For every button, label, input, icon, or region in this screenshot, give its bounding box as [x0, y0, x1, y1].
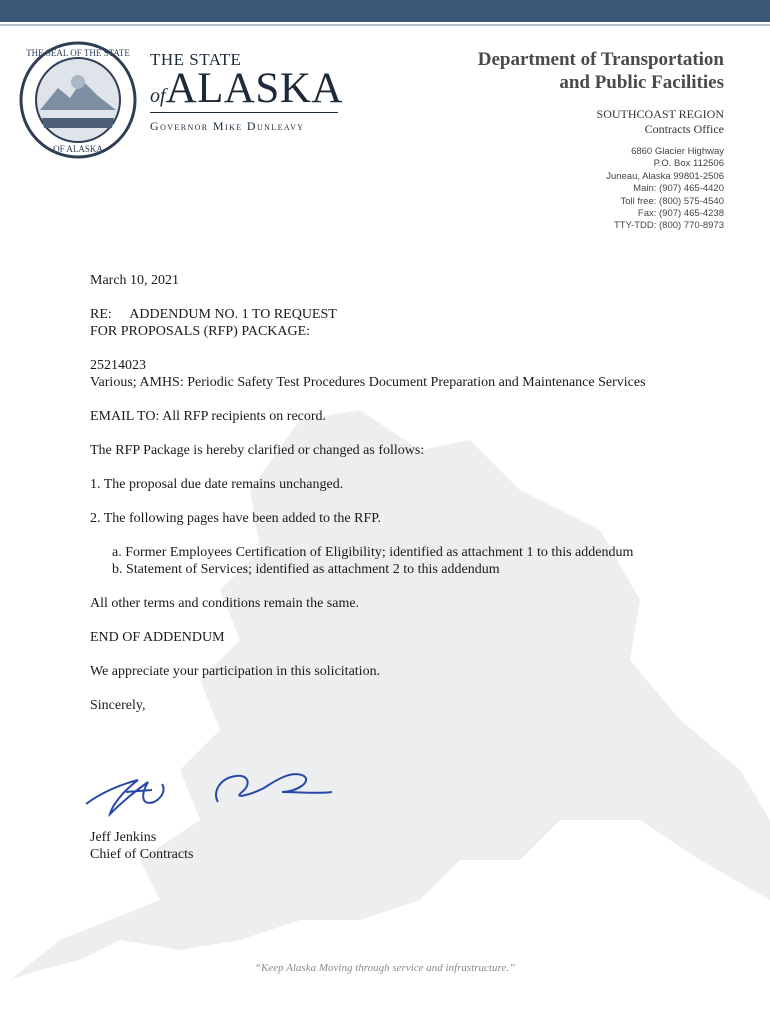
footer-slogan: “Keep Alaska Moving through service and infrastructure.”: [254, 962, 516, 974]
signer-name: Jeff Jenkins: [90, 830, 157, 845]
signer-block: [90, 829, 193, 863]
email-to: EMAIL TO: All RFP recipients on record.: [90, 409, 327, 424]
governor-name: Governor Mike Dunleavy: [150, 119, 305, 133]
department-line-1: Department of Transportation: [477, 49, 724, 70]
phone-tty: TTY-TDD: (800) 770-8973: [613, 220, 724, 232]
seal-text-top: THE SEAL OF THE STATE: [26, 48, 130, 58]
end-of-addendum: END OF ADDENDUM: [90, 630, 225, 645]
phone-toll-free: Toll free: (800) 575-4540: [620, 195, 724, 207]
address-po-box: P.O. Box 112506: [653, 158, 724, 170]
item-2: 2. The following pages have been added to the RFP.: [90, 511, 381, 526]
item-1: 1. The proposal due date remains unchanged.: [90, 477, 344, 492]
department-title: [478, 48, 724, 94]
closing: Sincerely,: [90, 698, 146, 713]
intro-text: The RFP Package is hereby clarified or changed as follows:: [90, 443, 425, 458]
sub-list: [112, 544, 710, 578]
region-name: SOUTHCOAST REGION: [596, 107, 724, 121]
department-line-2: and Public Facilities: [559, 72, 724, 93]
the-state-label: THE STATE: [150, 50, 242, 69]
state-wordmark: [150, 50, 343, 110]
sub-item-b: b. Statement of Services; identified as attachment 2 to this addendum: [112, 562, 500, 577]
phone-main: Main: (907) 465-4420: [633, 183, 724, 195]
region-block: [597, 107, 724, 137]
signer-title: Chief of Contracts: [90, 847, 194, 862]
sub-item-a: a. Former Employees Certification of Eligibility; identified as attachment 1 to this addendum: [112, 545, 634, 560]
top-banner: [0, 0, 770, 22]
contact-address: [606, 146, 724, 233]
top-banner-rule: [0, 24, 770, 26]
project-block: [90, 357, 710, 391]
address-street: 6860 Glacier Highway: [631, 146, 724, 157]
other-terms: All other terms and conditions remain the same.: [90, 596, 360, 611]
project-title: Various; AMHS: Periodic Safety Test Procedures Document Preparation and Maintenance Services: [90, 375, 646, 390]
state-seal-logo: [18, 40, 138, 160]
alaska-label: ALASKA: [165, 65, 343, 112]
re-line-2: FOR PROPOSALS (RFP) PACKAGE:: [90, 324, 311, 339]
header-divider: [150, 112, 338, 113]
office-name: Contracts Office: [644, 122, 724, 136]
letter-body: [90, 272, 710, 731]
appreciation-text: We appreciate your participation in this solicitation.: [90, 664, 381, 679]
seal-text-bottom: OF ALASKA: [53, 144, 103, 154]
project-number: 25214023: [90, 358, 146, 373]
re-line: [90, 306, 710, 340]
address-city: Juneau, Alaska 99801-2506: [606, 170, 724, 182]
signature-image: [82, 762, 342, 822]
re-label: RE:: [90, 307, 112, 322]
of-label: of: [150, 85, 166, 107]
letter-date: March 10, 2021: [90, 273, 180, 288]
re-line-1: ADDENDUM NO. 1 TO REQUEST: [129, 307, 337, 322]
phone-fax: Fax: (907) 465-4238: [637, 208, 724, 220]
